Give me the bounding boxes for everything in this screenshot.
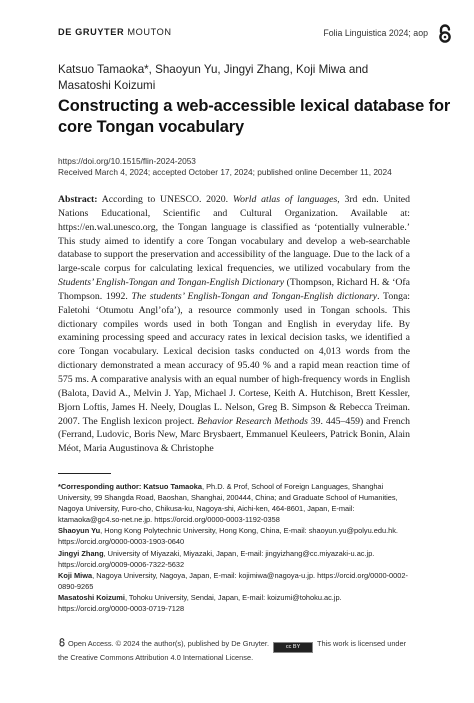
- license-text-1: Open Access. © 2024 the author(s), published by De Gruyter.: [68, 639, 269, 648]
- footnote-text: , University of Miyazaki, Miyazaki, Japan, E-mail: jingyizhang@cc.miyazaki-u.ac.jp. https://orcid.org/0009-0006-7322-5632: [58, 548, 375, 569]
- footnote-text: , Ph.D. & Prof, School of Foreign Languages, Shanghai University, 99 Shangda Road, Baoshan, Shanghai, 200444, China; and Graduate School of Humanities, Nagoya University, Furo-cho, Chikusa-ku, Nagoya-shi, Aichi-ken, 464-8601, Japan, E-mail: ktamaoka@gc4.so-net.ne.jp. https://orcid.org/0000-0003-1192-0358: [58, 482, 398, 525]
- footnote-author: [58, 570, 414, 592]
- open-access-icon: [58, 638, 66, 647]
- abstract-italic-1: World atlas of languages: [232, 194, 338, 205]
- author-list: [58, 62, 458, 94]
- footnote-text: , Nagoya University, Nagoya, Japan, E-mail: kojimiwa@nagoya-u.jp. https://orcid.org/0000-0002-0890-9265: [58, 570, 408, 591]
- license-text-2: This work is licensed under the Creative Commons Attribution 4.0 International License.: [58, 639, 407, 662]
- abstract-text-4: . Tonga: Faletohi ‘Otumotu Angl’ofa’), a resource commonly used in Tongan schools. This dictionary compiles words used in both Tongan and English in everyday life. By examining processing speed and accuracy rates in lexical decision tasks, we identified a core Tongan vocabulary. Lexical decision tasks conducted on 4,013 words from the dictionary demonstrated a mean accuracy of 95.40 % and a rapid mean reaction time of 575 ms. A comparative analysis with an equal number of high-frequency words in English (Balota, David A., Melvin J. Yap, Michael J. Cortese, Keith A. Hutchison, Brett Kessler, Bjorn Loftis, James H. Neely, Douglas L. Nelson, Greg B. Simpson & Rebecca Treiman. 2007. The English lexicon project.: [58, 290, 411, 427]
- abstract-text-5: 39. 445–459) and French (Ferrand, Ludovic, Boris New, Marc Brysbaert, Emmanuel Keuleers, Patrick Bonin, Alain Méot, Maria Augustinova & Christophe: [58, 415, 410, 455]
- footnote-text: , Hong Kong Polytechnic University, Hong Kong, China, E-mail: shaoyun.yu@polyu.edu.hk. https://orcid.org/0000-0003-1903-0640: [58, 526, 398, 547]
- abstract-italic-2: Students’ English-Tongan and Tongan-English Dictionary: [58, 277, 285, 289]
- footnote-corresponding-author: [58, 481, 414, 525]
- abstract-text-2: , 3rd edn. United Nations Educational, Scientific and Cultural Organization. Available at: https://en.wal.unesco.org, the Tongan language is classified as ‘potentially vulnerable.’ This study aimed to identify a core Tongan vocabulary and develop a web-searchable database to support the preservation and accessibility of the language. Due to the lack of a large-scale corpus for calculating lexical frequencies, we utilized vocabulary from the: [58, 194, 410, 275]
- doi-link[interactable]: https://doi.org/10.1515/flin-2024-2053: [58, 156, 196, 166]
- journal-info: Folia Linguistica 2024; aop: [323, 28, 428, 38]
- article-dates: Received March 4, 2024; accepted October 17, 2024; published online December 11, 2024: [58, 167, 392, 177]
- abstract-text-1: According to UNESCO. 2020.: [97, 194, 233, 205]
- footnote-text: , Tohoku University, Sendai, Japan, E-mail: koizumi@tohoku.ac.jp. https://orcid.org/0000-0003-0719-7128: [58, 592, 342, 614]
- abstract-text-3: (Thompson, Richard H. & ‘Ofa Thompson. 1992.: [58, 277, 410, 302]
- publisher-name: [58, 27, 172, 37]
- footnote-author: [58, 525, 414, 547]
- footnote-name: Shaoyun Yu: [58, 526, 101, 536]
- footnote-name: Jingyi Zhang: [58, 548, 104, 558]
- footnote-author: [58, 592, 414, 614]
- license-statement: [58, 638, 418, 664]
- abstract-italic-3: The students’ English-Tongan and Tongan-English dictionary: [131, 290, 378, 302]
- footnote-name: *Corresponding author: Katsuo Tamaoka: [58, 482, 202, 491]
- abstract-label: Abstract:: [58, 194, 98, 205]
- footnote-name: Masatoshi Koizumi: [58, 592, 125, 602]
- article-title: Constructing a web-accessible lexical database for core Tongan vocabulary: [58, 97, 451, 136]
- footnote-author: [58, 548, 414, 570]
- abstract-italic-4: Behavior Research Methods: [197, 415, 308, 427]
- footnote-divider: [58, 473, 111, 474]
- publisher-rest: MOUTON: [124, 27, 172, 37]
- publisher-bold: DE GRUYTER: [58, 27, 125, 37]
- cc-by-badge[interactable]: cc BY: [273, 642, 313, 653]
- authors-line-1: Katsuo Tamaoka*, Shaoyun Yu, Jingyi Zhang, Koji Miwa and: [58, 63, 369, 76]
- page-header: [58, 26, 454, 42]
- authors-line-2: Masatoshi Koizumi: [58, 79, 156, 92]
- abstract: [58, 193, 410, 456]
- author-affiliations: [58, 481, 414, 614]
- footnote-name: Koji Miwa: [58, 570, 93, 580]
- open-access-icon: [436, 24, 454, 44]
